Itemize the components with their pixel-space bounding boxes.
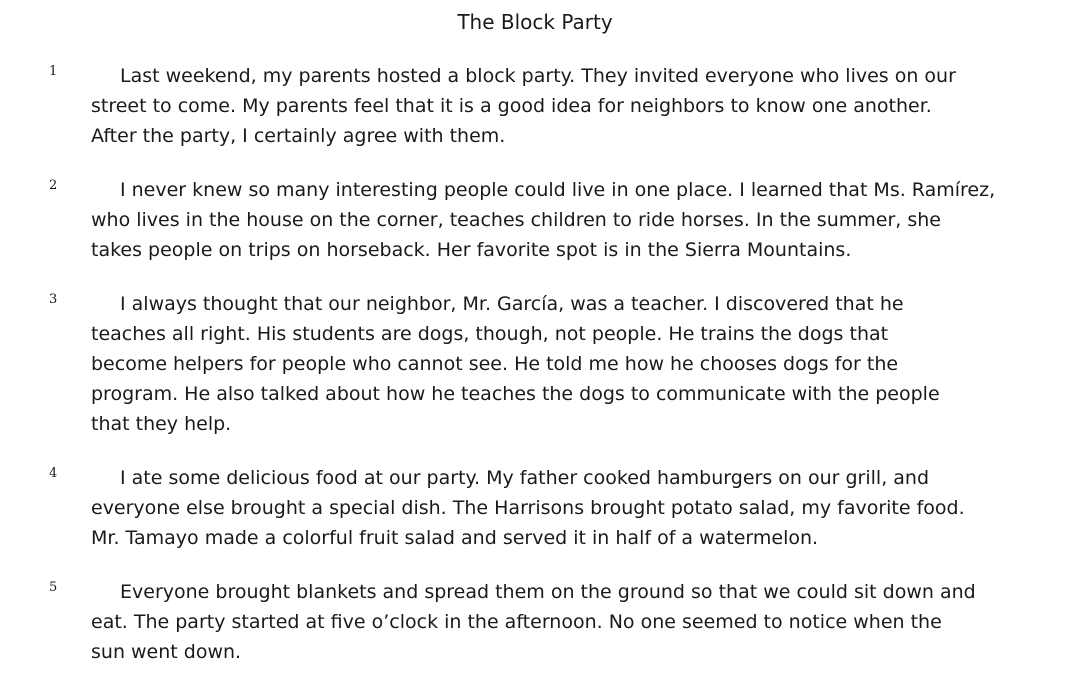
text-line: sun went down. bbox=[91, 641, 242, 663]
text-line: I never knew so many interesting people could live in one place. I learned that Ms. Ramírez, bbox=[120, 179, 996, 201]
text-line: eat. The party started at five o’clock in the afternoon. No one seemed to notice when the bbox=[91, 611, 942, 633]
text-line: program. He also talked about how he teaches the dogs to communicate with the people bbox=[91, 383, 940, 405]
text-line: become helpers for people who cannot see. He told me how he chooses dogs for the bbox=[91, 353, 899, 375]
text-line: I ate some delicious food at our party. My father cooked hamburgers on our grill, and bbox=[120, 467, 930, 489]
paragraph-text bbox=[91, 61, 1041, 151]
page-title: The Block Party bbox=[457, 10, 613, 34]
text-line: that they help. bbox=[91, 413, 232, 435]
text-line: After the party, I certainly agree with them. bbox=[91, 125, 506, 147]
text-line: everyone else brought a special dish. The Harrisons brought potato salad, my favorite food. bbox=[91, 497, 965, 519]
text-line: Last weekend, my parents hosted a block party. They invited everyone who lives on our bbox=[120, 65, 956, 87]
paragraph-text bbox=[91, 175, 1041, 265]
paragraph-number: 5 bbox=[49, 580, 58, 595]
paragraph-text bbox=[91, 289, 1041, 439]
text-line: Mr. Tamayo made a colorful fruit salad and served it in half of a watermelon. bbox=[91, 527, 819, 549]
text-line: Everyone brought blankets and spread them on the ground so that we could sit down and bbox=[120, 581, 976, 603]
text-line: I always thought that our neighbor, Mr. García, was a teacher. I discovered that he bbox=[120, 293, 904, 315]
paragraph-number: 1 bbox=[49, 64, 58, 79]
paragraph-number: 4 bbox=[49, 466, 58, 481]
paragraph-text bbox=[91, 463, 1041, 553]
text-line: who lives in the house on the corner, teaches children to ride horses. In the summer, she bbox=[91, 209, 941, 231]
paragraph-number: 3 bbox=[49, 292, 58, 307]
text-line: teaches all right. His students are dogs, though, not people. He trains the dogs that bbox=[91, 323, 889, 345]
paragraph-text bbox=[91, 577, 1041, 667]
text-line: street to come. My parents feel that it is a good idea for neighbors to know one another. bbox=[91, 95, 932, 117]
paragraph-number: 2 bbox=[49, 178, 58, 193]
text-line: takes people on trips on horseback. Her favorite spot is in the Sierra Mountains. bbox=[91, 239, 852, 261]
